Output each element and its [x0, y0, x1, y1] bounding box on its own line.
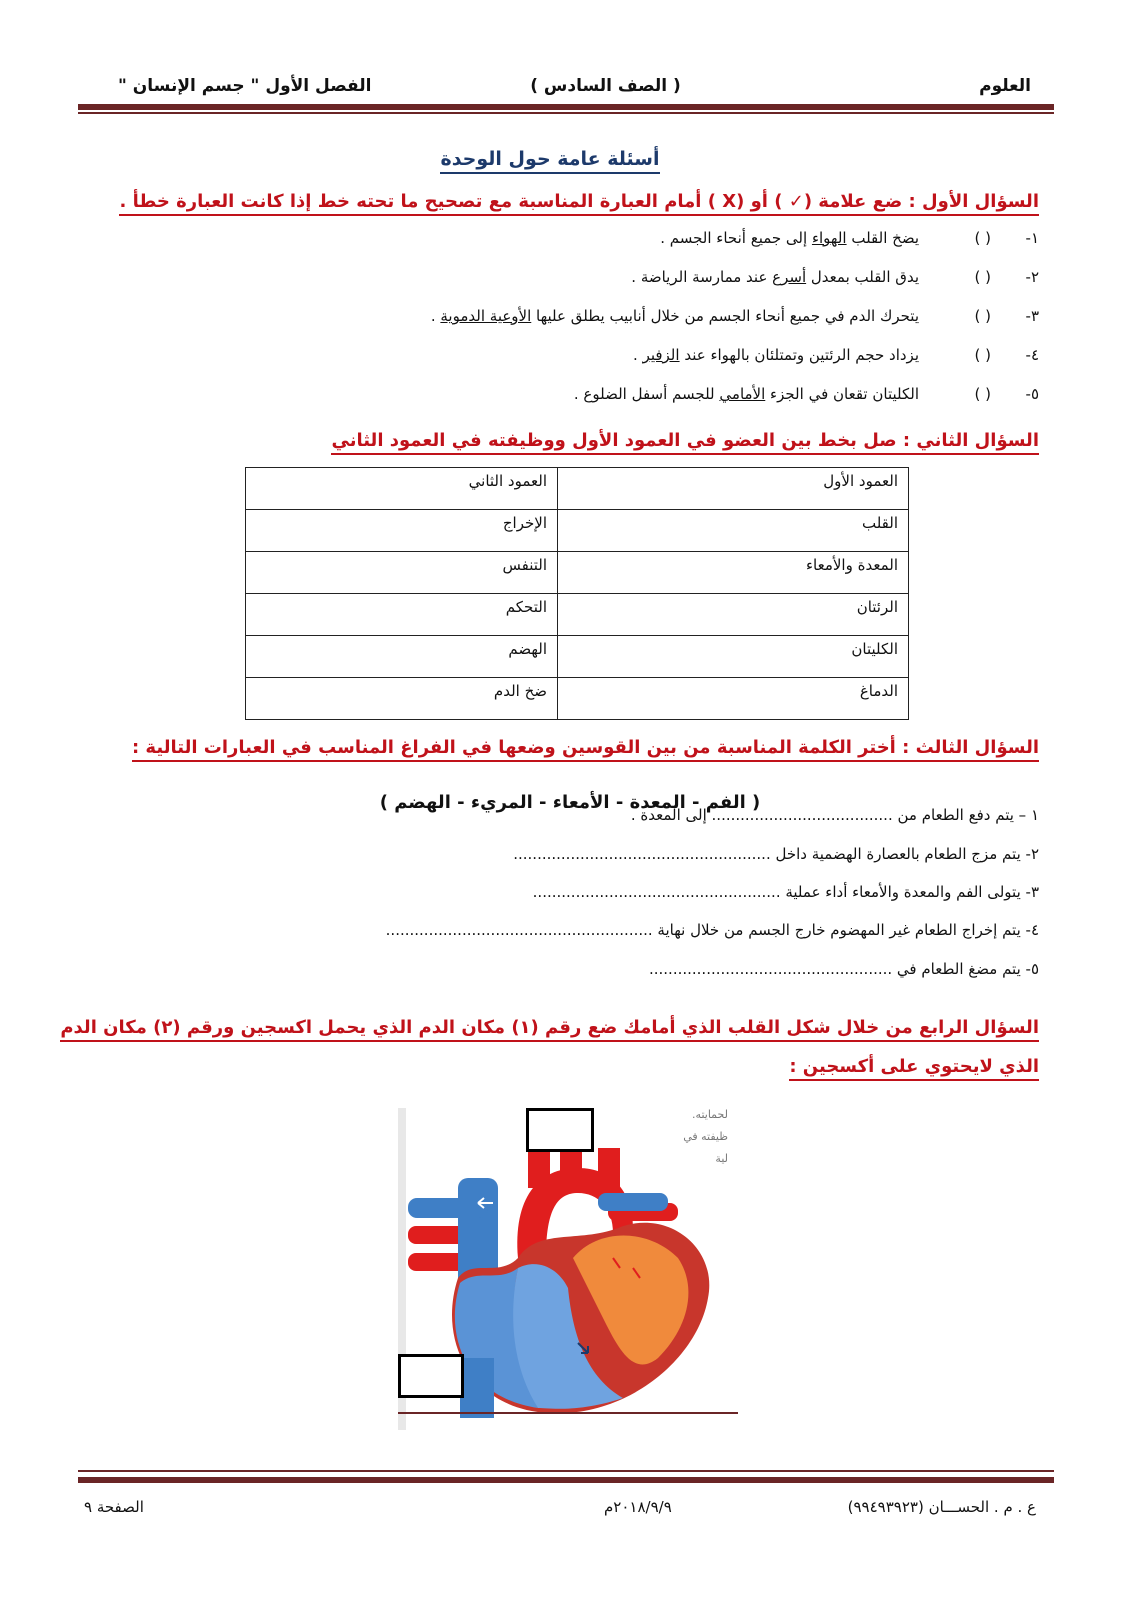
- ghost-text-2: ظيفته في: [683, 1130, 728, 1143]
- grade-label: ( الصف السادس ): [530, 76, 681, 96]
- answer-paren[interactable]: ( ): [974, 307, 991, 325]
- footer-rule-thin: [78, 1470, 1054, 1472]
- item-number: ٣-: [1025, 307, 1039, 325]
- q3-item: ٣- يتولى الفم والمعدة والأمعاء أداء عملية ....................................................: [532, 883, 1039, 901]
- organ-cell: الدماغ: [558, 678, 909, 720]
- organ-cell: الكليتان: [558, 636, 909, 678]
- q1-item: [660, 229, 1039, 247]
- organ-cell: المعدة والأمعاء: [558, 552, 909, 594]
- function-cell: التنفس: [246, 552, 558, 594]
- item-text-pre: يزداد حجم الرئتين وتمتلئان بالهواء عند: [679, 346, 919, 364]
- item-text-pre: يتحرك الدم في جميع أنحاء الجسم من خلال أنابيب يطلق عليها: [531, 307, 919, 325]
- col1-header: العمود الأول: [558, 468, 909, 510]
- matching-table: [245, 467, 909, 720]
- answer-paren[interactable]: ( ): [974, 229, 991, 247]
- q1-title: السؤال الأول : ضع علامة (✓ ) أو (X ) أمام العبارة المناسبة مع تصحيح ما تحته خط إذا كانت العبارة خطأ .: [119, 191, 1039, 212]
- organ-cell: الرئتان: [558, 594, 909, 636]
- footer-date: ٢٠١٨/٩/٩م: [604, 1498, 672, 1516]
- unit-title: أسئلة عامة حول الوحدة: [380, 148, 720, 170]
- item-text-pre: يضخ القلب: [846, 229, 919, 247]
- heart-diagram: [398, 1108, 738, 1430]
- item-text-pre: يدق القلب بمعدل: [806, 268, 919, 286]
- q1-item: [574, 385, 1039, 403]
- answer-paren[interactable]: ( ): [974, 385, 991, 403]
- item-number: ٥-: [1025, 385, 1039, 403]
- answer-box-1[interactable]: [526, 1108, 594, 1152]
- table-row: [246, 552, 909, 594]
- ghost-text-3: لية: [715, 1152, 728, 1165]
- table-header-row: [246, 468, 909, 510]
- answer-box-2[interactable]: [398, 1354, 464, 1398]
- q2-title: السؤال الثاني : صل بخط بين العضو في العمود الأول ووظيفته في العمود الثاني: [331, 430, 1039, 451]
- subject-label: العلوم: [979, 76, 1031, 96]
- q3-item: ٢- يتم مزج الطعام بالعصارة الهضمية داخل ......................................................: [513, 845, 1039, 863]
- item-number: ٤-: [1025, 346, 1039, 364]
- teacher-info: ع . م . الحســـان (٩٩٤٩٣٩٢٣): [847, 1498, 1036, 1516]
- answer-paren[interactable]: ( ): [974, 268, 991, 286]
- word-bank: ( الفم - المعدة - الأمعاء - المريء - الهضم ): [379, 792, 761, 813]
- table-row: [246, 594, 909, 636]
- function-cell: ضخ الدم: [246, 678, 558, 720]
- answer-paren[interactable]: ( ): [974, 346, 991, 364]
- q3-item: ٥- يتم مضغ الطعام في ...................................................: [648, 960, 1039, 978]
- underlined-term: الأوعية الدموية: [440, 307, 532, 325]
- q1-item: [633, 346, 1039, 364]
- chapter-label: الفصل الأول " جسم الإنسان ": [118, 76, 372, 96]
- item-number: ٢-: [1025, 268, 1039, 286]
- table-row: [246, 678, 909, 720]
- function-cell: الهضم: [246, 636, 558, 678]
- ghost-text-1: لحمايته.: [692, 1108, 728, 1121]
- function-cell: الإخراج: [246, 510, 558, 552]
- header-rule-thin: [78, 112, 1054, 114]
- table-row: [246, 636, 909, 678]
- underlined-term: الهواء: [811, 229, 847, 247]
- item-text-post: إلى جميع أنحاء الجسم .: [660, 229, 812, 247]
- q4-title-line1: السؤال الرابع من خلال شكل القلب الذي أمامك ضع رقم (١) مكان الدم الذي يحمل اكسجين ورقم (٢) مكان الدم: [60, 1017, 1039, 1038]
- q3-item: ١ – يتم دفع الطعام من ...................................... إلى المعدة .: [630, 806, 1039, 824]
- q1-item: [431, 307, 1039, 325]
- footer-rule: [78, 1477, 1054, 1483]
- q3-title: السؤال الثالث : أختر الكلمة المناسبة من بين القوسين وضعها في الفراغ المناسب في العبارات التالية :: [132, 737, 1039, 758]
- q3-item: ٤- يتم إخراج الطعام غير المهضوم خارج الجسم من خلال نهاية ........................................................: [385, 921, 1039, 939]
- item-text-post: للجسم أسفل الضلوع .: [573, 385, 720, 403]
- item-text-pre: الكليتان تقعان في الجزء: [765, 385, 919, 403]
- function-cell: التحكم: [246, 594, 558, 636]
- item-text-post: عند ممارسة الرياضة .: [631, 268, 773, 286]
- organ-cell: القلب: [558, 510, 909, 552]
- col2-header: العمود الثاني: [246, 468, 558, 510]
- underlined-term: الزفير: [642, 346, 680, 364]
- item-number: ١-: [1025, 229, 1039, 247]
- page-number: الصفحة ٩: [84, 1498, 144, 1516]
- underlined-term: أسرع: [772, 268, 807, 286]
- item-text-post: .: [633, 346, 643, 364]
- underlined-term: الأمامي: [719, 385, 766, 403]
- q4-title-line2: الذي لايحتوي على أكسجين :: [789, 1056, 1039, 1077]
- table-row: [246, 510, 909, 552]
- diagram-rule: [398, 1412, 738, 1414]
- q1-item: [631, 268, 1039, 286]
- item-text-post: .: [430, 307, 441, 325]
- header-rule: [78, 104, 1054, 110]
